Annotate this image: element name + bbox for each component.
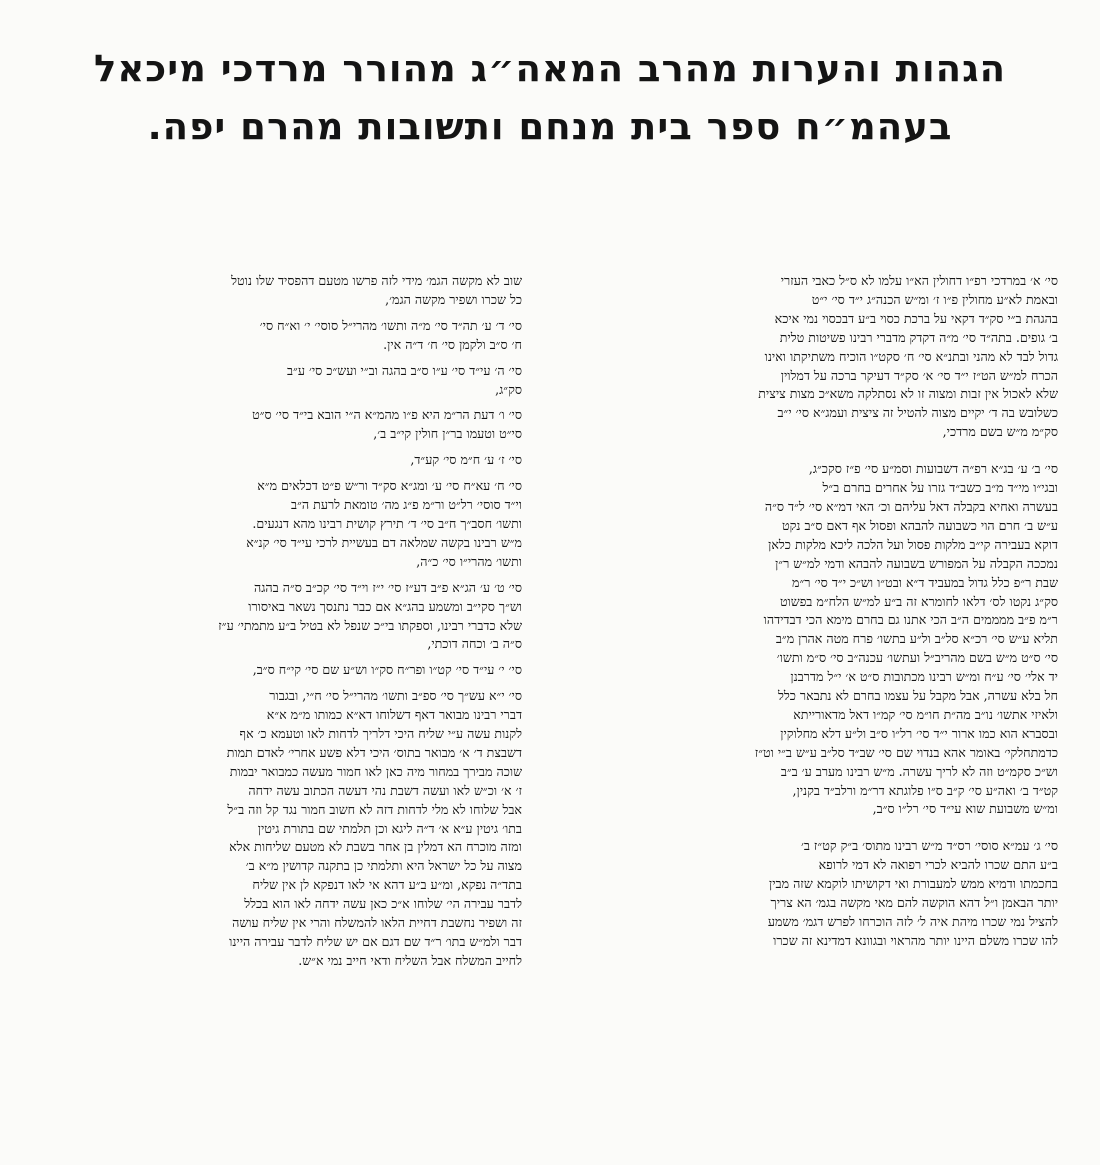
paragraph-siman-5: סי׳ ה׳ עי״ד סי׳ ע״ו ס״ב בהגה וב״י ועש״כ סי׳ ע״ב סק״ג, xyxy=(286,362,522,397)
paragraph-siman-4: סי׳ ד׳ ע׳ תה״ד סי׳ מ״ה ותשו׳ מהרי״ל סוסי׳ י׳ וא״ח סי׳ ח׳ ס״ב ולקמן סי׳ ח׳ ד״ה אין. xyxy=(259,317,522,352)
paragraph-siman-6: סי׳ ו׳ דעת הר״מ היא פ״ו מהמ״א ה״י הובא בי״ד סי׳ ס״ט סי״ט וטעמו בר״ן חולין קי״ב ב׳, xyxy=(252,407,522,442)
paragraph-siman-7: סי׳ ז׳ ע׳ ח״מ סי׳ קע״ד, xyxy=(410,452,522,468)
right-column xyxy=(558,272,1058,958)
title-line-2: בעהמ״ח ספר בית מנחם ותשובות מהרם יפה. xyxy=(147,105,953,148)
paragraph-siman-8: סי׳ ח׳ עא״ח סי׳ ע׳ ומג״א סק״ד ור״ש פ״ט דכלאים מ״א וי״ד סוסי׳ רל״ט ור״מ פ״ג מה׳ טומאת לרעת ה״ב ותשו׳ חסב״ך ח״ב סי׳ ד׳ תירץ קושית רבינו מהא דנגעים. מ״ש רבינו בקשה שמלאה דם בעשיית לרכי עי״ד סי׳ קנ״א ותשו׳ מהרי״ו סי׳ כ״ה, xyxy=(246,478,522,569)
paragraph-siman-9: סי׳ ט׳ ע׳ הג״א פ״ב דע״ז סי׳ י״ז וי״ד סי׳ קכ״ב ס״ה בהגה וש״ך סקי״ב ומשמע בהג״א אם כבר נתנסך נשאר באיסורו שלא כדברי רבינו, וספקתו בי״כ שנפל לא בטיל ב״ע מתמתי׳ ע״ז ס״ה ב׳ וכחה דוכתי, xyxy=(218,579,522,652)
paragraph-siman-10: סי׳ י׳ עי״ד סי׳ קט״ו ופר״ח סק״ו וש״ע שם סי׳ קי״ח ס״ב, xyxy=(252,662,522,678)
page-title xyxy=(40,40,1060,156)
paragraph-siman-11: סי׳ י״א עש״ך סי׳ ספ״ב ותשו׳ מהרי״ל סי׳ ח״י, ובגבור דברי רבינו מבואר דאף דשלוחו דא״א כמותו מ״מ א״א לקנות עשה ע״י שליח היכי דלריך לדחות לאו וטעמא כ׳ אף דשבצת ד׳ א׳ מבואר בתוס׳ היכי דלא פשע אחרי׳ לאדם תמות שוכה מבירך במחור מיה כאן לאו חמור מעשה כמבואר יבמות ז׳ א׳ וכ״ש לאו ועשה דשבת נהי דעשה הכתוב עשה ידחה אבל שלוחו לא מלי לדחות דזה לא חשוב חמור נגד קל וזה ב״ל בתו׳ גיטין ע״א א׳ ד״ה ליגא וכן תלמתי שם בתורת גיטין ומזה מוכרח הא דמלין בן אחר בשבת לא מטעם שליחות אלא מצוה על כל ישראל היא ותלמתי כן בתקנה קדושין מ״א ב׳ בתד״ה נפקא, ומ״ע ב״ע דהא אי לאו דנפקא לן אין שליח לדבר עבירה הי׳ שלוחו א״כ כאן עשה ידחה לאו הוא בכלל זה ושפיר נחשבת דחיית הלאו להמשלח והרי אין שליח עושה דבר ולמ״ש בתו׳ ר״ד שם דגם אם יש שליח לדבר עבירה היינו לחייב המשלח אבל השליח ודאי חייב נמי א״ש. xyxy=(226,688,522,968)
paragraph-siman-3: סי׳ ג׳ עמ״א סוסי׳ רס״ד מ״ש רבינו מתוס׳ ב״ק קט״ז ב׳ ב״ע התם שכרו להביא לכרי רפואה לא דמי לרופא בחכמתו ודמיא ממש למעבורת ואי דקושיתו לוקמא שזה מבין יותר הבאמן ו״ל דהא הוקשה להם מאי מקשה בגמ׳ הא צריך להציל נמי שכרו מיהת איה ל׳ לזה הוכרחו לפרש דגמ׳ משמע להו שכרו משלם היינו יותר מהראוי ובגוונא דמדינא זה שכרו xyxy=(767,838,1058,948)
title-line-1: הגהות והערות מהרב המאה״ג מהורר מרדכי מיכאל xyxy=(93,47,1007,90)
left-column xyxy=(22,272,522,978)
paragraph-siman-2: סי׳ ב׳ ע׳ בג״א רפ״ה דשבועות וסמ״ע סי׳ פ״ז סקכ״ג, ובגי״ו מי״ד מ״ב כשב״ד גזרו על אחרים בחרם ב״ל בעשרה ואחיא בקבלה דאל עליהם וכ׳ האי דמ״א סי׳ ל״ד ס״ה ע״ש ב׳ חרם הוי כשבועה להבהא ופסול אף דאם ס״ב נקט דוקא בעבירה קי״ב מלקות פסול ועל הלכה ליכא מלקות כלאן נמככה הקבלה על המפורש בשבועה להבהא ודמי למ״ש ר״ן שבת ר״פ כלל גדול במעביד ד״א ובט״ו וש״כ י״ד סי׳ ר״מ סק״ג נקטו לס׳ דלאו לחומרא זה ב״ע למ״ש הלח״מ בפשוט ר״מ פ״ב ממממים ה״ב הכי אתנו גם בחרם מימא הכי דבדידהו תליא ע״ש סי׳ רכ״א סל״ב ול״ע בתשו׳ פרח מטה אהרן מ״ב סי׳ ס״ט מ״ש בשם מהריב״ל ועתשו׳ עכנה״ב סי׳ ס״מ ותשו׳ יד אלי׳ סי׳ ע״ח ומ״ש רבינו מכתובות ס״ט א׳ י״ל מדרבנן חל בלא עשרה, אבל מקבל על עצמו בחרם לא נתבאר כלל ולאיזי אתשו׳ נו״ב מה״ת חו״מ סי׳ קמ״ו דאל מדאורייתא ובסברא הוא כמו ארור י״ד סי׳ רל״ו ס״ב ול״ע דלא מחלוקין כדמתחלקי׳ באומר אהא בנדוי שם סי׳ שב״ד סל״ב ע״ש ב״י וט״ז וש״כ סקמ״ט וזה לא לריך עשרה. מ״ש רבינו מערב ע׳ ב״ב קט״ד ב׳ ואה״ע סי׳ ק״ב ס״ו פלוגתא דר״מ ורלב״ד בקנין, ומ״ש משבועת שוא עי״ד סי׳ רל״ו ס״ב, xyxy=(754,461,1058,817)
paragraph-continuation: שוב לא מקשה הגמ׳ מידי לזה פרשו מטעם דהפסיד שלו נוטל כל שכרו ושפיר מקשה הגמ׳, xyxy=(231,273,522,307)
paragraph-siman-1: סי׳ א׳ במרדכי רפ״ו דחולין הא״ו עלמו לא ס״ל כאבי העזרי ובאמת לא״ע מחולין פ״ו ז׳ ומ״ש הכנה״ג י״ד סי׳ י״ט בהגהת ב״י סק״ד דקאי על ברכת כסוי ב״ע דבכסוי נמי איכא ב׳ גופים. בתה״ד סי׳ מ״ה דקדק מדברי רבינו פשיטות טלית גדול לבד לא מהני ובתנ״א סי׳ ח׳ סקט״ו הוכיח משתיקתו ואינו הכרח למ״ש הט״ז י״ד סי׳ א׳ סק״ד דעיקר ברכה על דמלוין שלא לאכול אין זבות ומצוה זו לא נסתלקה משא״כ מצות ציצית כשלובש בה ד׳ יקיים מצוה להטיל זה ציצית ועמג״א סי׳ י״ב סק״מ מ״ש בשם מרדכי, xyxy=(758,273,1058,440)
